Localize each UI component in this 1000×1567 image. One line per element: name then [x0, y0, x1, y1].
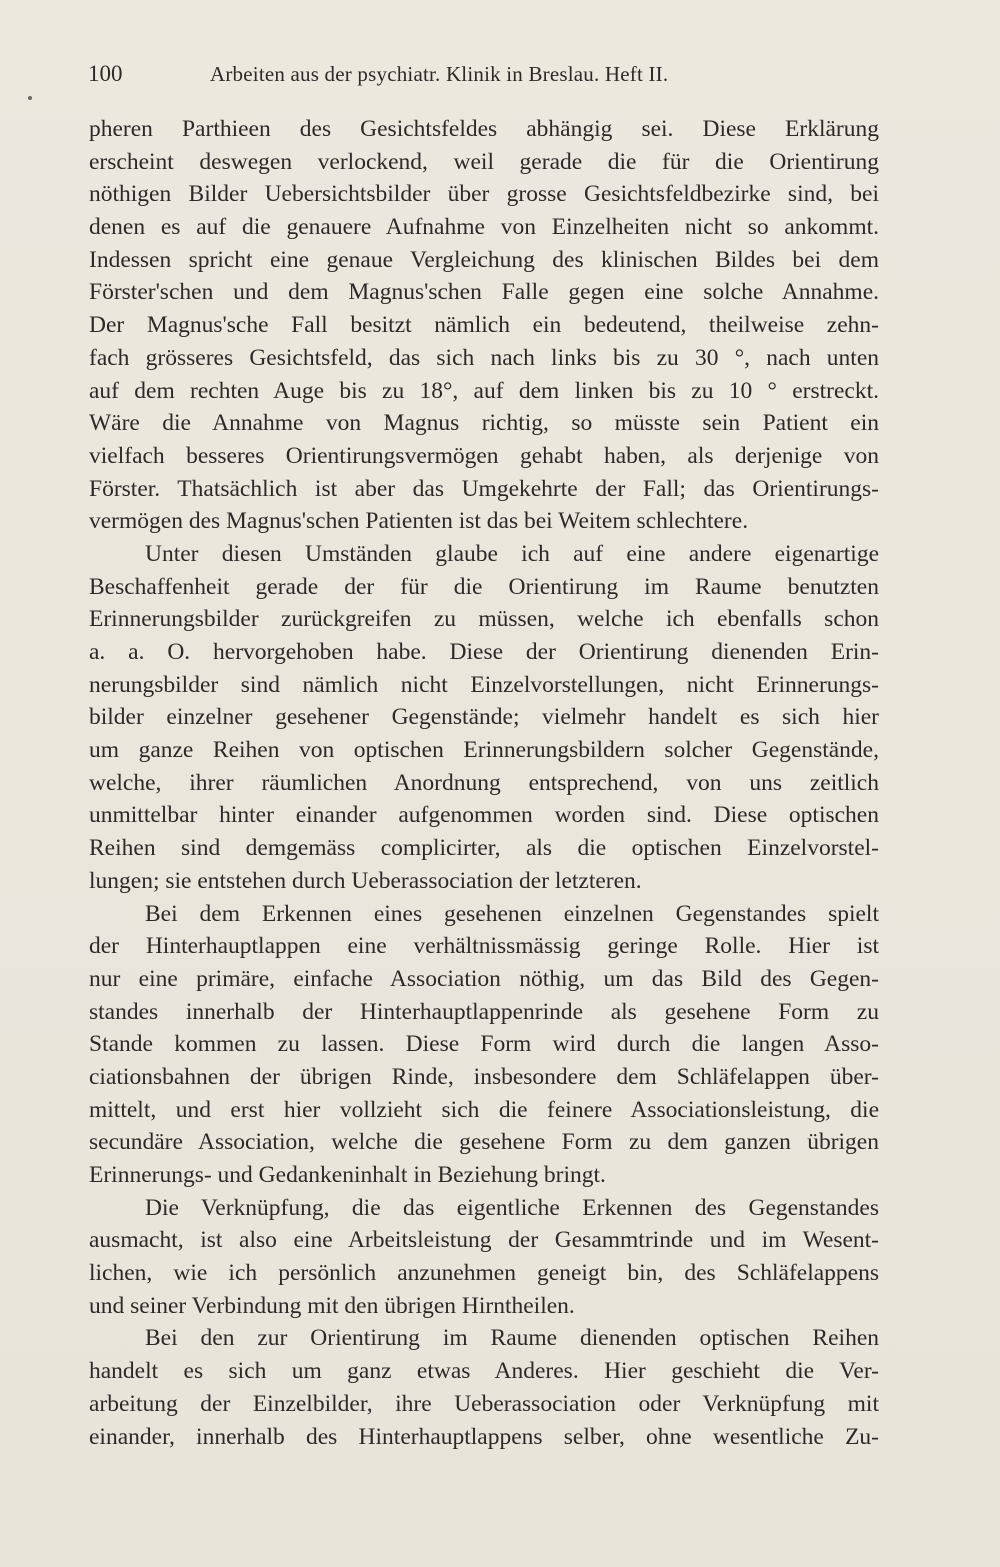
text-line: Die Verknüpfung, die das eigentliche Erkennen des Gegenstandes	[145, 1194, 879, 1221]
text-line: mittelt, und erst hier vollzieht sich die feinere Associationsleistung, die	[89, 1096, 879, 1123]
text-line: denen es auf die genauere Aufnahme von Einzelheiten nicht so ankommt.	[89, 214, 879, 241]
text-line: handelt es sich um ganz etwas Anderes. Hier geschieht die Ver-	[89, 1358, 879, 1385]
text-line: Unter diesen Umständen glaube ich auf eine andere eigenartige	[145, 540, 879, 567]
text-line: Erinnerungs- und Gedankeninhalt in Beziehung bringt.	[89, 1162, 606, 1188]
text-line: secundäre Association, welche die gesehene Form zu dem ganzen übrigen	[89, 1129, 879, 1156]
text-line: a. a. O. hervorgehoben habe. Diese der Orientirung dienenden Erin-	[89, 639, 879, 665]
text-line: Beschaffenheit gerade der für die Orientirung im Raume benutzten	[89, 573, 879, 600]
text-line: nur eine primäre, einfache Association nöthig, um das Bild des Gegen-	[89, 965, 879, 992]
text-line: welche, ihrer räumlichen Anordnung entsprechend, von uns zeitlich	[89, 769, 879, 796]
text-line: standes innerhalb der Hinterhauptlappenrinde als gesehene Form zu	[89, 998, 879, 1025]
text-line: um ganze Reihen von optischen Erinnerungsbildern solcher Gegenstände,	[89, 737, 879, 764]
running-title: Arbeiten aus der psychiatr. Klinik in Breslau. Heft II.	[210, 62, 669, 86]
text-line: lungen; sie entstehen durch Ueberassociation der letzteren.	[89, 867, 642, 894]
running-header	[88, 58, 878, 90]
text-line: Reihen sind demgemäss complicirter, als die optischen Einzelvorstel-	[89, 835, 879, 862]
text-line: nöthigen Bilder Uebersichtsbilder über grosse Gesichtsfeldbezirke sind, bei	[89, 181, 879, 208]
text-line: Der Magnus'sche Fall besitzt nämlich ein bedeutend, theilweise zehn-	[89, 312, 879, 339]
text-line: nerungsbilder sind nämlich nicht Einzelvorstellungen, nicht Erinnerungs-	[89, 671, 879, 698]
text-line: Förster'schen und dem Magnus'schen Falle gegen eine solche Annahme.	[89, 279, 879, 306]
text-line: Bei dem Erkennen eines gesehenen einzelnen Gegenstandes spielt	[145, 900, 879, 927]
text-line: Bei den zur Orientirung im Raume dienenden optischen Reihen	[145, 1325, 879, 1352]
speck-mark	[28, 96, 32, 100]
text-line: und seiner Verbindung mit den übrigen Hirntheilen.	[89, 1292, 575, 1319]
text-line: unmittelbar hinter einander aufgenommen worden sind. Diese optischen	[89, 802, 879, 829]
text-line: der Hinterhauptlappen eine verhältnissmässig geringe Rolle. Hier ist	[89, 933, 879, 960]
text-line: vermögen des Magnus'schen Patienten ist das bei Weitem schlechtere.	[89, 508, 749, 535]
text-line: pheren Parthieen des Gesichtsfeldes abhängig sei. Diese Erklärung	[89, 116, 879, 142]
text-line: Förster. Thatsächlich ist aber das Umgekehrte der Fall; das Orientirungs-	[89, 475, 879, 502]
text-line: arbeitung der Einzelbilder, ihre Ueberassociation oder Verknüpfung mit	[89, 1390, 879, 1417]
text-line: ciationsbahnen der übrigen Rinde, insbesondere dem Schläfelappen über-	[89, 1063, 879, 1090]
text-line: fach grösseres Gesichtsfeld, das sich nach links bis zu 30 °, nach unten	[89, 344, 879, 371]
page-number: 100	[88, 61, 123, 86]
text-line: einander, innerhalb des Hinterhauptlappens selber, ohne wesentliche Zu-	[89, 1423, 879, 1450]
text-line: Indessen spricht eine genaue Vergleichung des klinischen Bildes bei dem	[89, 246, 879, 273]
text-line: Wäre die Annahme von Magnus richtig, so müsste sein Patient ein	[89, 410, 879, 437]
text-line: lichen, wie ich persönlich anzunehmen geneigt bin, des Schläfelappens	[89, 1260, 879, 1287]
text-line: Stande kommen zu lassen. Diese Form wird durch die langen Asso-	[89, 1031, 879, 1058]
text-line: bilder einzelner gesehener Gegenstände; vielmehr handelt es sich hier	[89, 704, 879, 731]
text-line: ausmacht, ist also eine Arbeitsleistung der Gesammtrinde und im Wesent-	[89, 1227, 879, 1254]
text-line: auf dem rechten Auge bis zu 18°, auf dem linken bis zu 10 ° erstreckt.	[89, 377, 879, 404]
text-line: Erinnerungsbilder zurückgreifen zu müssen, welche ich ebenfalls schon	[89, 606, 879, 633]
text-line: erscheint deswegen verlockend, weil gerade die für die Orientirung	[89, 148, 879, 175]
text-line: vielfach besseres Orientirungsvermögen gehabt haben, als derjenige von	[89, 442, 879, 469]
body-text	[89, 113, 879, 1453]
